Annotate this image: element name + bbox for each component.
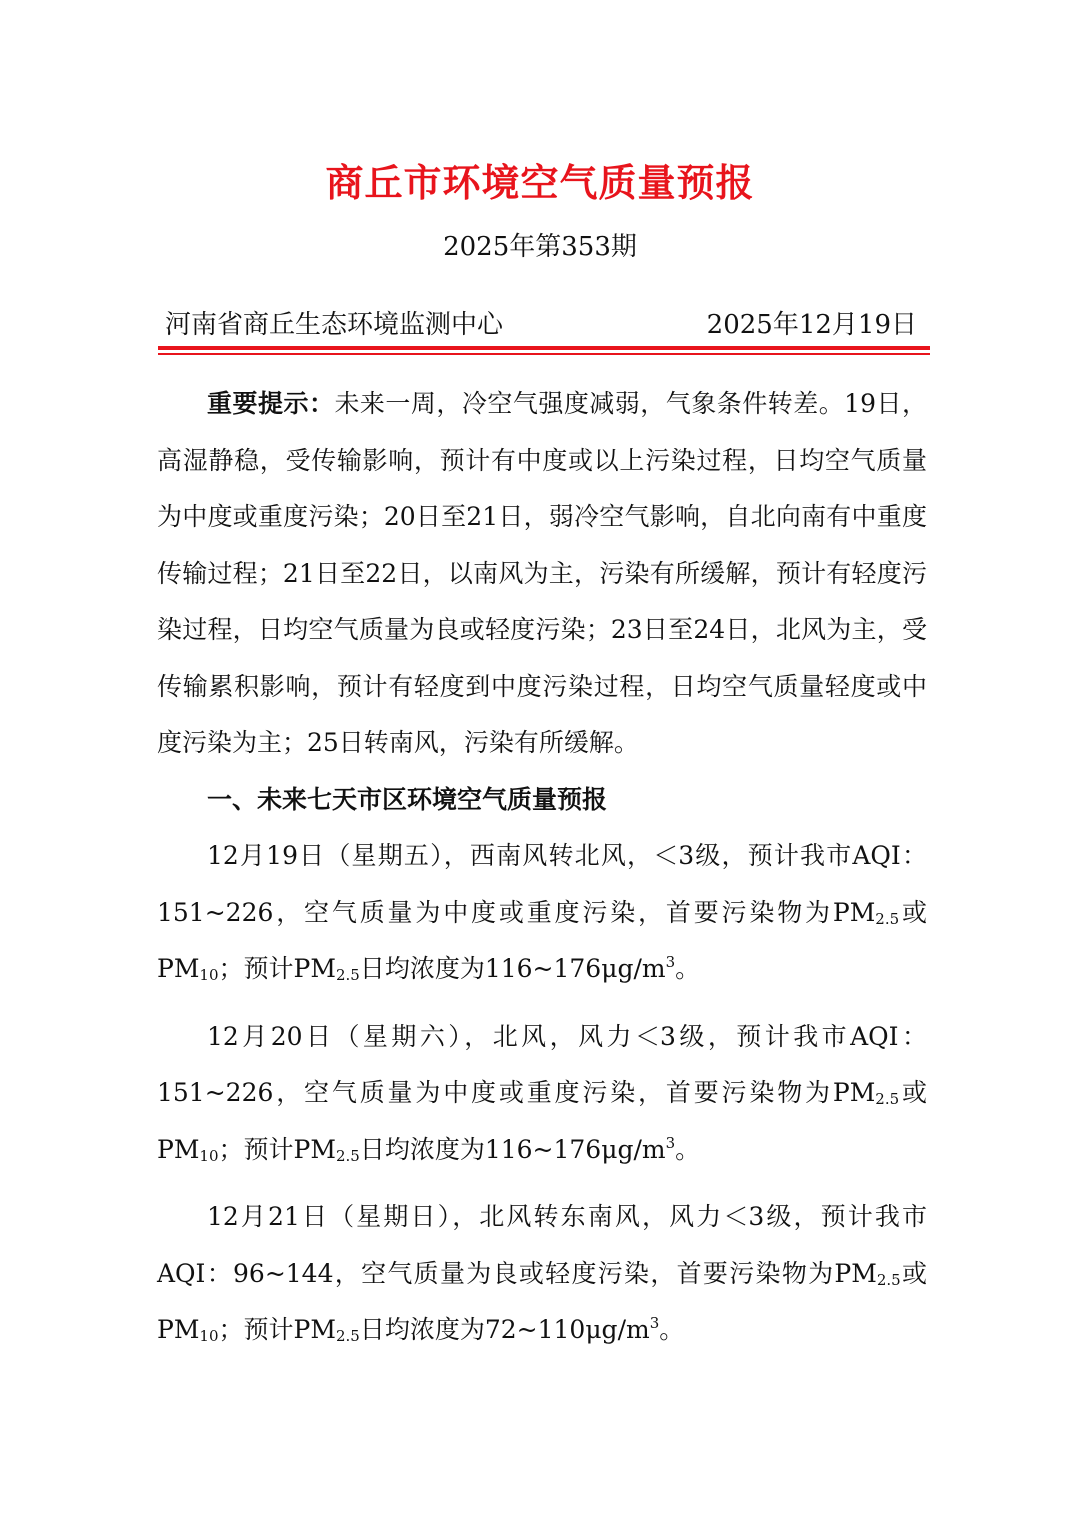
notice-text: 未来一周，冷空气强度减弱，气象条件转差。19日，高湿静稳，受传输影响，预计有中度或以上污染过程，日均空气质量为中度或重度污染；20日至21日，弱冷空气影响，自北向南有中重度传输过程；21日至22日，以南风为主，污染有所缓解，预计有轻度污染过程，日均空气质量为良或轻度污染；23日至24日，北风为主，受传输累积影响，预计有轻度到中度污染过程，日均空气质量轻度或中度污染为主；25日转南风，污染有所缓解。 <box>157 389 927 757</box>
important-notice <box>157 376 927 772</box>
forecast-text: 12月19日（星期五），西南风转北风，＜3级，预计我市AQI：151~226，空气质量为中度或重度污染，首要污染物为 <box>157 841 927 927</box>
issue-date: 2025年12月19日 <box>706 310 917 340</box>
section-heading: 一、未来七天市区环境空气质量预报 <box>207 784 608 814</box>
concentration-range: 116~176 <box>484 954 602 983</box>
header-divider-thick <box>158 346 930 350</box>
forecast-text: 12月20日（星期六），北风，风力＜3级，预计我市AQI：151~226，空气质量为中度或重度污染，首要污染物为 <box>157 1021 927 1107</box>
issue-number: 2025年第353期 <box>443 232 637 262</box>
report-title: 商丘市环境空气质量预报 <box>325 161 755 205</box>
issuer-name: 河南省商丘生态环境监测中心 <box>165 310 504 340</box>
notice-label: 重要提示： <box>207 389 335 418</box>
forecast-day-2: 12月20日（星期六），北风，风力＜3级，预计我市AQI：151~226，空气质量为中度或重度污染，首要污染物为$PM_{2.5}$或$PM_{10}$；预计$PM_{2.5}$日均浓度为$116\sim 176\mu g/m^3$。 <box>157 1021 927 1165</box>
report-body <box>157 376 927 1359</box>
forecast-day-3: 12月21日（星期日），北风转东南风，风力＜3级，预计我市AQI：96~144，空气质量为良或轻度污染，首要污染物为$PM_{2.5}$或$PM_{10}$；预计$PM_{2.5}$日均浓度为$72\sim 110\mu g/m^3$。 <box>157 1202 927 1345</box>
forecast-day-1: 12月19日（星期五），西南风转北风，＜3级，预计我市AQI：151~226，空气质量为中度或重度污染，首要污染物为$PM_{2.5}$或$PM_{10}$；预计$PM_{2.5}$日均浓度为$116\sim 176\mu g/m^3$。 <box>157 841 927 984</box>
concentration-range: 116~176 <box>484 1134 602 1164</box>
header-divider-thin <box>158 353 930 355</box>
meta-row <box>165 304 917 341</box>
forecast-text: 12月21日（星期日），北风转东南风，风力＜3级，预计我市AQI：96~144，空气质量为良或轻度污染，首要污染物为 <box>157 1202 927 1288</box>
concentration-range: 72~110 <box>484 1315 586 1344</box>
